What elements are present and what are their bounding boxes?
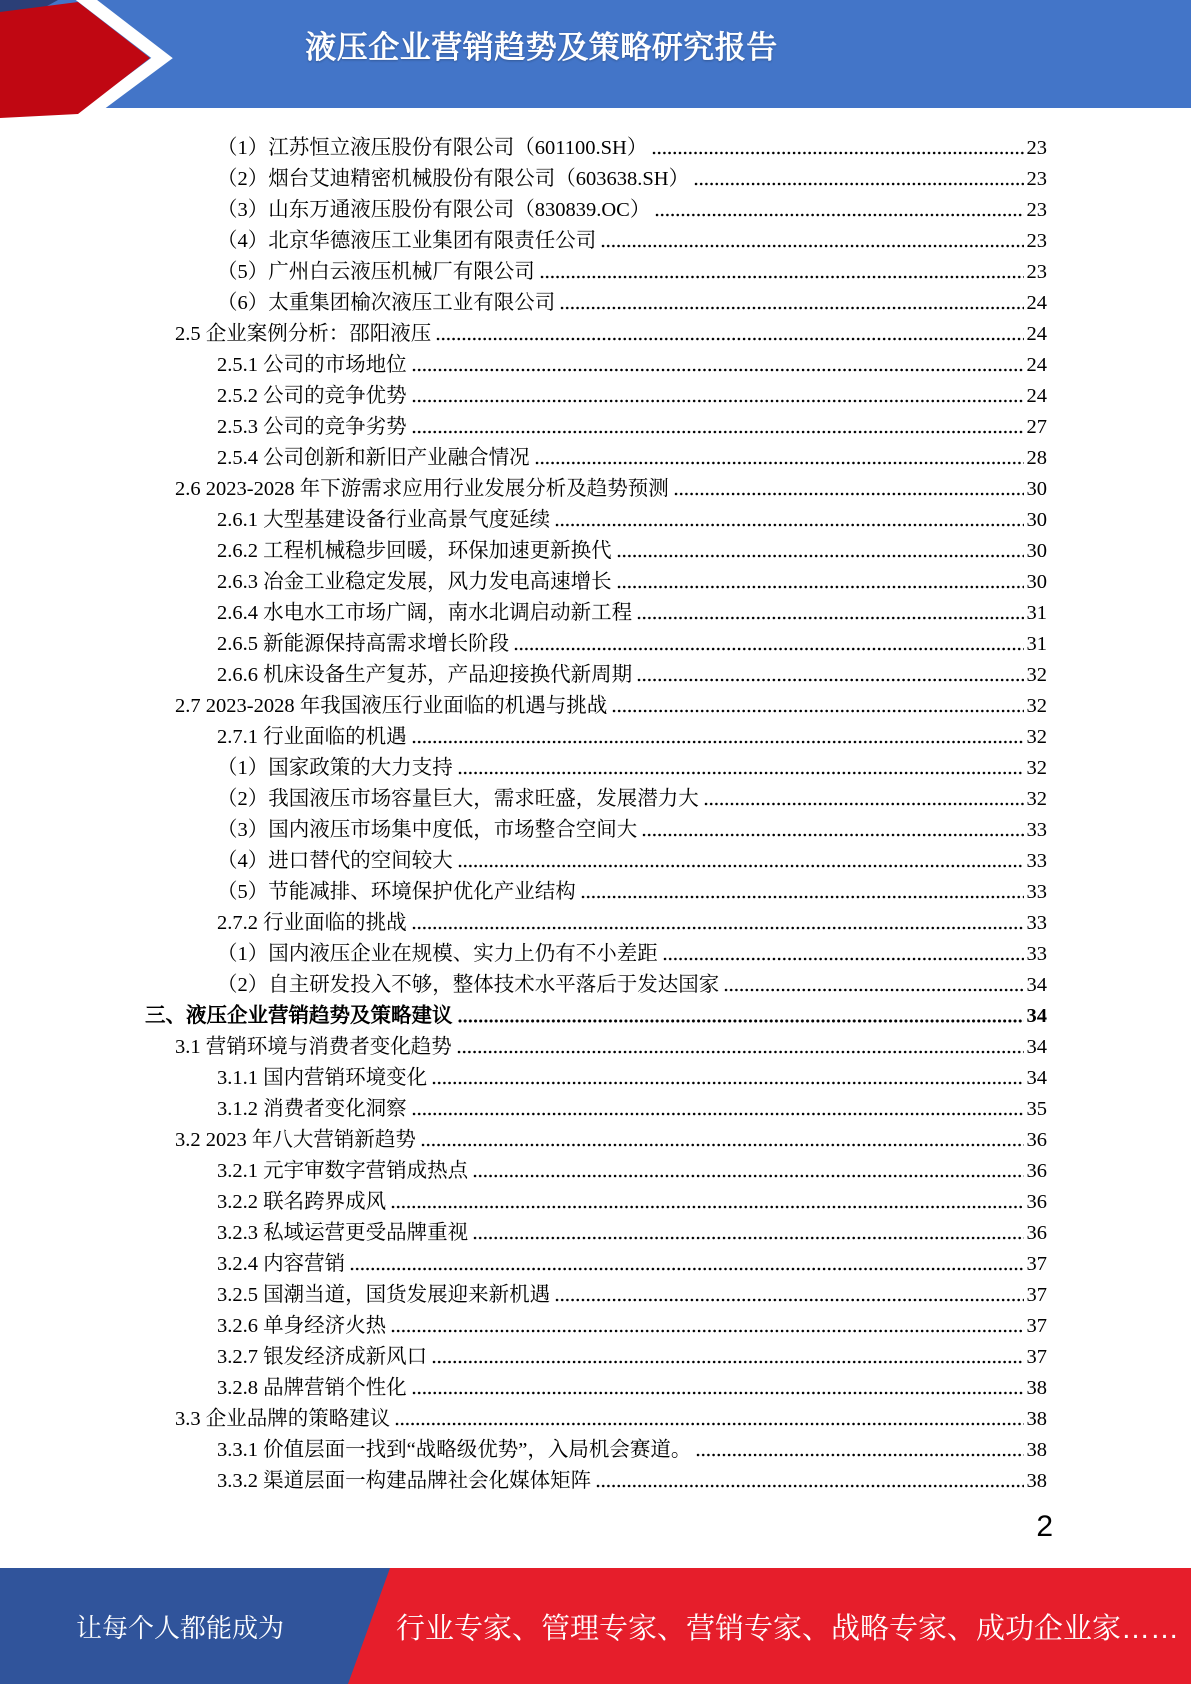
- toc-entry-label: 2.6 2023-2028 年下游需求应用行业发展分析及趋势预测: [175, 478, 669, 500]
- toc-entry-label: （3）山东万通液压股份有限公司（830839.OC）: [217, 199, 651, 221]
- toc-entry-label: 2.7.1 行业面临的机遇: [217, 726, 407, 748]
- toc-entry[interactable]: [217, 719, 1047, 750]
- toc-entry-label: 3.1.1 国内营销环境变化: [217, 1067, 428, 1089]
- toc-entry-page: 36: [1026, 1160, 1047, 1182]
- toc-entry[interactable]: [175, 688, 1047, 719]
- toc-entry-label: （6）太重集团榆次液压工业有限公司: [217, 292, 556, 314]
- dot-leader: [596, 1484, 1023, 1488]
- toc-entry[interactable]: [217, 409, 1047, 440]
- dot-leader: [432, 1081, 1023, 1085]
- toc-entry[interactable]: [217, 843, 1047, 874]
- toc-entry-label: （3）国内液压市场集中度低，市场整合空间大: [217, 819, 638, 841]
- dot-leader: [696, 1453, 1023, 1457]
- toc-entry[interactable]: [175, 1401, 1047, 1432]
- toc-entry-page: 34: [1026, 1036, 1047, 1058]
- toc-entry-label: 3.1 营销环境与消费者变化趋势: [175, 1036, 452, 1058]
- toc-entry-page: 30: [1026, 571, 1047, 593]
- toc-entry-page: 33: [1026, 850, 1047, 872]
- dot-leader: [458, 864, 1024, 868]
- toc-entry-page: 35: [1026, 1098, 1047, 1120]
- toc-entry[interactable]: [217, 812, 1047, 843]
- toc-entry[interactable]: [175, 1122, 1047, 1153]
- dot-leader: [514, 647, 1023, 651]
- toc-entry[interactable]: [217, 440, 1047, 471]
- toc-entry-page: 38: [1026, 1408, 1047, 1430]
- toc-entry[interactable]: [217, 1153, 1047, 1184]
- toc-entry-page: 31: [1026, 602, 1047, 624]
- toc-entry-page: 36: [1026, 1129, 1047, 1151]
- toc-entry-page: 23: [1026, 137, 1047, 159]
- toc-entry-label: （1）国内液压企业在规模、实力上仍有不小差距: [217, 943, 658, 965]
- toc-entry[interactable]: [217, 595, 1047, 626]
- toc-entry-label: 3.2.6 单身经济火热: [217, 1315, 387, 1337]
- dot-leader: [473, 1174, 1023, 1178]
- dot-leader: [412, 926, 1024, 930]
- dot-leader: [421, 1143, 1024, 1147]
- dot-leader: [663, 957, 1024, 961]
- toc-entry[interactable]: [217, 223, 1047, 254]
- toc-entry-page: 32: [1026, 757, 1047, 779]
- toc-entry-page: 30: [1026, 478, 1047, 500]
- toc-entry[interactable]: [217, 347, 1047, 378]
- toc-entry-label: 3.2.7 银发经济成新风口: [217, 1346, 428, 1368]
- dot-leader: [436, 337, 1023, 341]
- toc-entry-label: 3.1.2 消费者变化洞察: [217, 1098, 407, 1120]
- toc-entry-page: 37: [1026, 1346, 1047, 1368]
- dot-leader: [560, 306, 1023, 310]
- toc-entry-label: 2.6.4 水电水工市场广阔，南水北调启动新工程: [217, 602, 633, 624]
- toc-entry[interactable]: [145, 998, 1047, 1029]
- toc-entry[interactable]: [217, 874, 1047, 905]
- toc-entry-label: 3.3.2 渠道层面一构建品牌社会化媒体矩阵: [217, 1470, 592, 1492]
- toc-entry-page: 23: [1026, 230, 1047, 252]
- toc-entry-label: （2）自主研发投入不够，整体技术水平落后于发达国家: [217, 974, 720, 996]
- toc-entry[interactable]: [217, 533, 1047, 564]
- toc-entry-label: 三、液压企业营销趋势及策略建议: [145, 1005, 453, 1027]
- toc-entry-label: 3.3 企业品牌的策略建议: [175, 1408, 391, 1430]
- toc-entry[interactable]: [217, 1215, 1047, 1246]
- toc-entry-label: 2.6.5 新能源保持高需求增长阶段: [217, 633, 510, 655]
- dot-leader: [637, 678, 1023, 682]
- toc-entry[interactable]: [217, 1277, 1047, 1308]
- dot-leader: [601, 244, 1023, 248]
- toc-entry-label: （2）烟台艾迪精密机械股份有限公司（603638.SH）: [217, 168, 690, 190]
- toc-entry[interactable]: [217, 130, 1047, 161]
- toc-entry[interactable]: [217, 1184, 1047, 1215]
- toc-entry[interactable]: [217, 750, 1047, 781]
- toc-entry[interactable]: [217, 1432, 1047, 1463]
- dot-leader: [704, 802, 1024, 806]
- toc-list: [145, 130, 1047, 1494]
- toc-entry-page: 24: [1026, 292, 1047, 314]
- toc-entry-label: （4）北京华德液压工业集团有限责任公司: [217, 230, 597, 252]
- toc-entry[interactable]: [175, 1029, 1047, 1060]
- toc-entry-label: 2.6.1 大型基建设备行业高景气度延续: [217, 509, 551, 531]
- toc-entry[interactable]: [217, 936, 1047, 967]
- toc-entry-page: 24: [1026, 354, 1047, 376]
- dot-leader: [612, 709, 1023, 713]
- dot-leader: [652, 151, 1023, 155]
- toc-entry-label: 2.6.6 机床设备生产复苏，产品迎接换代新周期: [217, 664, 633, 686]
- toc-entry-page: 24: [1026, 323, 1047, 345]
- toc-entry-page: 38: [1026, 1439, 1047, 1461]
- dot-leader: [655, 213, 1023, 217]
- toc-entry[interactable]: [217, 192, 1047, 223]
- dot-leader: [617, 554, 1024, 558]
- toc-entry-page: 31: [1026, 633, 1047, 655]
- toc-entry-label: （5）广州白云液压机械厂有限公司: [217, 261, 535, 283]
- toc-entry-page: 37: [1026, 1315, 1047, 1337]
- toc-entry-page: 32: [1026, 788, 1047, 810]
- toc-entry[interactable]: [217, 781, 1047, 812]
- toc-entry-page: 28: [1026, 447, 1047, 469]
- toc-entry[interactable]: [217, 1463, 1047, 1494]
- toc-entry-label: 3.2 2023 年八大营销新趋势: [175, 1129, 416, 1151]
- dot-leader: [540, 275, 1024, 279]
- toc-entry-page: 34: [1026, 1067, 1047, 1089]
- toc-entry-page: 23: [1026, 168, 1047, 190]
- dot-leader: [642, 833, 1023, 837]
- toc-entry-page: 38: [1026, 1377, 1047, 1399]
- footer-left-text: 让每个人都能成为: [75, 1612, 284, 1643]
- toc-entry[interactable]: [217, 967, 1047, 998]
- toc-entry[interactable]: [217, 626, 1047, 657]
- toc-entry[interactable]: [217, 1060, 1047, 1091]
- toc-entry-label: （2）我国液压市场容量巨大，需求旺盛，发展潜力大: [217, 788, 699, 810]
- toc-entry-label: 2.7 2023-2028 年我国液压行业面临的机遇与挑战: [175, 695, 608, 717]
- toc-entry-page: 32: [1026, 695, 1047, 717]
- dot-leader: [412, 399, 1024, 403]
- toc-entry[interactable]: [217, 378, 1047, 409]
- toc-entry-label: 2.7.2 行业面临的挑战: [217, 912, 407, 934]
- dot-leader: [458, 771, 1024, 775]
- header-banner: [0, 0, 1191, 108]
- toc-entry[interactable]: [217, 161, 1047, 192]
- toc-entry-label: 2.6.3 冶金工业稳定发展，风力发电高速增长: [217, 571, 612, 593]
- toc-entry-page: 38: [1026, 1470, 1047, 1492]
- toc-entry[interactable]: [175, 316, 1047, 347]
- dot-leader: [350, 1267, 1023, 1271]
- toc-entry[interactable]: [217, 1308, 1047, 1339]
- toc-entry-label: （1）国家政策的大力支持: [217, 757, 453, 779]
- toc-entry[interactable]: [217, 564, 1047, 595]
- toc-entry-label: 3.2.2 联名跨界成风: [217, 1191, 387, 1213]
- dot-leader: [412, 740, 1024, 744]
- toc-entry-page: 36: [1026, 1222, 1047, 1244]
- toc-entry[interactable]: [217, 905, 1047, 936]
- toc-entry[interactable]: [217, 657, 1047, 688]
- toc-entry[interactable]: [217, 1370, 1047, 1401]
- toc-entry-label: 2.5 企业案例分析：邵阳液压: [175, 323, 432, 345]
- toc-entry-page: 33: [1026, 943, 1047, 965]
- dot-leader: [581, 895, 1024, 899]
- toc-entry[interactable]: [217, 1246, 1047, 1277]
- dot-leader: [391, 1329, 1023, 1333]
- toc-entry-page: 30: [1026, 540, 1047, 562]
- dot-leader: [432, 1360, 1023, 1364]
- toc-entry-label: 3.2.8 品牌营销个性化: [217, 1377, 407, 1399]
- toc-entry-label: 3.2.3 私域运营更受品牌重视: [217, 1222, 469, 1244]
- toc-entry[interactable]: [217, 502, 1047, 533]
- dot-leader: [473, 1236, 1023, 1240]
- toc-entry-label: 3.2.1 元宇审数字营销成热点: [217, 1160, 469, 1182]
- toc-entry-page: 32: [1026, 726, 1047, 748]
- dot-leader: [412, 1112, 1024, 1116]
- toc-entry-label: （4）进口替代的空间较大: [217, 850, 453, 872]
- dot-leader: [535, 461, 1024, 465]
- toc-entry-page: 24: [1026, 385, 1047, 407]
- toc-entry-page: 34: [1026, 1005, 1047, 1027]
- dot-leader: [458, 1019, 1024, 1023]
- footer-banner: [0, 1568, 1191, 1684]
- toc-entry-page: 23: [1026, 261, 1047, 283]
- dot-leader: [617, 585, 1024, 589]
- toc-entry-page: 33: [1026, 881, 1047, 903]
- footer-right-text: 行业专家、管理专家、营销专家、战略专家、成功企业家……: [396, 1612, 1180, 1645]
- toc-entry-label: 2.5.3 公司的竞争劣势: [217, 416, 407, 438]
- dot-leader: [694, 182, 1023, 186]
- dot-leader: [555, 523, 1023, 527]
- toc-entry-page: 36: [1026, 1191, 1047, 1213]
- toc-entry[interactable]: [217, 285, 1047, 316]
- toc-entry-label: （1）江苏恒立液压股份有限公司（601100.SH）: [217, 137, 648, 159]
- toc-entry-page: 37: [1026, 1284, 1047, 1306]
- toc-entry[interactable]: [175, 471, 1047, 502]
- toc-entry-page: 33: [1026, 819, 1047, 841]
- dot-leader: [412, 430, 1024, 434]
- toc-entry-page: 27: [1026, 416, 1047, 438]
- toc-entry-label: 3.3.1 价值层面一找到“战略级优势”，入局机会赛道。: [217, 1439, 692, 1461]
- toc-entry-label: 2.5.2 公司的竞争优势: [217, 385, 407, 407]
- toc-entry[interactable]: [217, 254, 1047, 285]
- toc-entry-label: （5）节能减排、环境保护优化产业结构: [217, 881, 576, 903]
- toc-entry-page: 34: [1026, 974, 1047, 996]
- toc-entry-page: 30: [1026, 509, 1047, 531]
- toc-entry[interactable]: [217, 1339, 1047, 1370]
- page-number: 2: [1036, 1510, 1053, 1543]
- dot-leader: [555, 1298, 1023, 1302]
- toc-entry-page: 32: [1026, 664, 1047, 686]
- dot-leader: [395, 1422, 1023, 1426]
- toc-entry-label: 3.2.5 国潮当道，国货发展迎来新机遇: [217, 1284, 551, 1306]
- dot-leader: [724, 988, 1023, 992]
- toc-entry-label: 2.5.4 公司创新和新旧产业融合情况: [217, 447, 530, 469]
- toc-entry-label: 2.5.1 公司的市场地位: [217, 354, 407, 376]
- toc-entry-page: 33: [1026, 912, 1047, 934]
- toc-entry[interactable]: [217, 1091, 1047, 1122]
- page-title: 液压企业营销趋势及策略研究报告: [305, 30, 778, 65]
- toc-entry-page: 37: [1026, 1253, 1047, 1275]
- dot-leader: [412, 368, 1024, 372]
- toc-entry-label: 3.2.4 内容营销: [217, 1253, 346, 1275]
- dot-leader: [674, 492, 1024, 496]
- toc-entry-label: 2.6.2 工程机械稳步回暖，环保加速更新换代: [217, 540, 612, 562]
- dot-leader: [391, 1205, 1023, 1209]
- dot-leader: [457, 1050, 1024, 1054]
- toc-entry-page: 23: [1026, 199, 1047, 221]
- dot-leader: [412, 1391, 1024, 1395]
- dot-leader: [637, 616, 1023, 620]
